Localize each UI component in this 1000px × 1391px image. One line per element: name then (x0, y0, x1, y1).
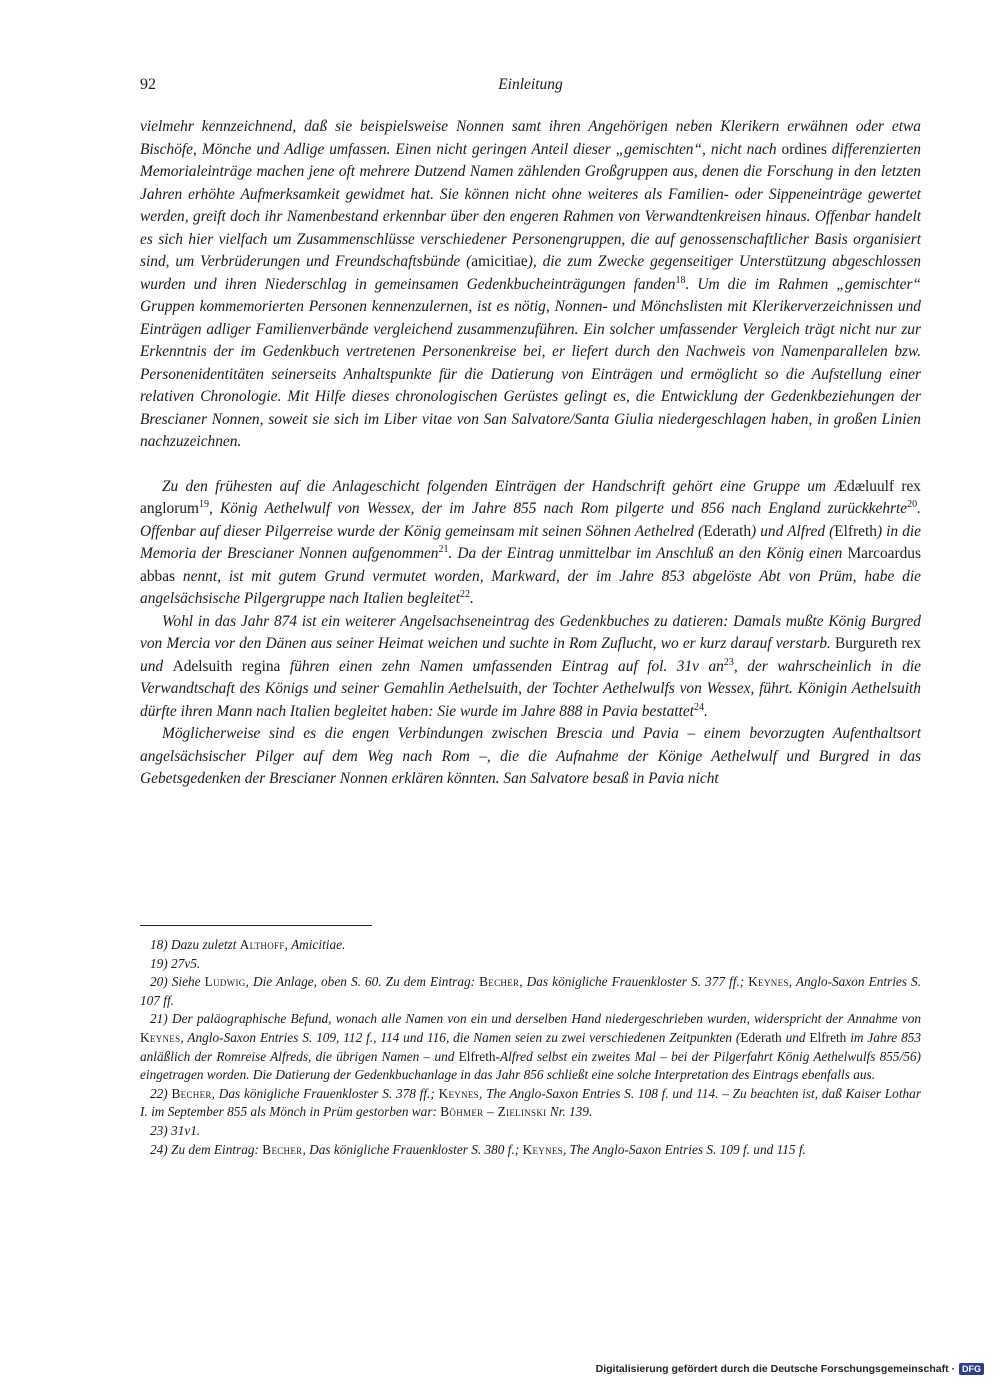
quoted-name: ordines (781, 140, 827, 158)
text-run: 18) Dazu zuletzt (150, 937, 240, 952)
text-run: , The Anglo-Saxon Entries S. 108 f. und 114. – Zu beachten ist, daß Kaiser Lothar I. im September 855 als Mönch in Prüm gestorben war: (140, 1085, 921, 1120)
text-run: -Alfred selbst ein zweites Mal – bei der Pilgerfahrt König Aethelwulfs 855/56) eingetragen worden. Die Datierung der Gedenkbuchanlage in das Jahr 856 schließt eine solche Interpretation des Eintrags ebenfalls aus. (140, 1048, 921, 1083)
footnote-reference: 22 (460, 589, 470, 600)
text-run: ) in die Memoria der Brescianer Nonnen aufgenommen (140, 522, 921, 562)
footnote-reference: 23 (723, 656, 734, 668)
paragraph (140, 611, 921, 724)
text-run: , Das königliche Frauenkloster S. 377 ff.; (519, 974, 749, 990)
footnote-reference: 19 (199, 499, 209, 510)
page-number: 92 (140, 76, 156, 93)
text-run: , The Anglo-Saxon Entries S. 109 f. und 115 f. (562, 1141, 806, 1157)
footnote (140, 955, 921, 974)
footnote-reference: 20 (907, 499, 918, 510)
text-run: , Das königliche Frauenkloster S. 380 f.; (302, 1141, 523, 1157)
main-text (140, 116, 921, 791)
text-run: 23) 31v1. (150, 1122, 201, 1138)
text-run: vielmehr kennzeichnend, daß sie beispielsweise Nonnen samt ihren Angehörigen neben Klerikern erwähnen oder etwa Bischöfe, Mönche und Adlige umfassen. Einen nicht geringen Anteil dieser „gemischten“, nicht nach (140, 118, 921, 158)
text-run: 22) (150, 1085, 172, 1101)
paragraph (140, 723, 921, 791)
footnote (140, 1122, 921, 1141)
text-run: , Amicitiae. (284, 937, 346, 952)
text-run: . Um die im Rahmen „gemischter“ Gruppen kommemorierten Personen kennenzulernen, ist es nötig, Nonnen- und Mönchslisten mit Klerikerverzeichnissen und Einträgen adliger Familienverbände vergleichend zusammenzuführen. Ein solcher umfassender Vergleich trägt nicht nur zur Erkenntnis der im Gedenkbuch vertretenen Personenkreise bei, er liefert durch den Nachweis von Namenparallelen bzw. Personenidentitäten seinerseits Anhaltspunkte für die Datierung von Einträgen und ermöglicht so die Aufstellung einer relativen Chronologie. Mit Hilfe dieses chronologischen Gerüstes gelingt es, die Entwicklung der Gedenkbeziehungen der Brescianer Nonnen, soweit sie sich im Liber vitae von San Salvatore/Santa Giulia niedergeschlagen haben, in großen Linien nachzuzeichnen. (140, 275, 921, 450)
author-name: Althoff (239, 937, 285, 952)
text-run: . (703, 702, 708, 720)
text-run: Zu den frühesten auf die Anlageschicht folgenden Einträgen der Handschrift gehört eine Gruppe um (162, 477, 834, 495)
author-name: Becher (262, 1141, 303, 1157)
quoted-name: Elfreth (834, 522, 877, 540)
footnote-reference: 21 (438, 544, 449, 555)
text-run: ), die zum Zwecke gegenseitiger Unterstützung abgeschlossen wurden und ihren Niederschlag in gemeinsamen Gedenkbucheinträgungen fanden (140, 253, 921, 293)
text-run: im Jahre 853 anläßlich der Romreise Alfreds, die übrigen Namen – und (140, 1029, 922, 1064)
quoted-name: Marcoardus abbas (140, 545, 921, 585)
author-name: Ludwig (204, 974, 246, 990)
author-name: Keynes (140, 1029, 181, 1045)
footnote (140, 973, 921, 1010)
text-run: , Die Anlage, oben S. 60. Zu dem Eintrag: (245, 974, 480, 990)
text-run: 20) Siehe (150, 974, 205, 990)
text-run: , König Aethelwulf von Wessex, der im Jahre 855 nach Rom pilgerte und 856 nach England zurückkehrte (209, 500, 908, 517)
footnote-reference: 18 (675, 274, 686, 286)
text-run: . (470, 590, 474, 607)
text-run: 21) Der paläographische Befund, wonach alle Namen von ein und derselben Hand niedergeschrieben wurden, widerspricht der Annahme von (150, 1011, 921, 1027)
quoted-name: Ederath (703, 522, 752, 540)
text-run: ) und Alfred ( (751, 522, 835, 540)
paragraph (140, 476, 921, 611)
text-run: . Da der Eintrag unmittelbar im Anschluß an den König einen (448, 545, 848, 562)
text-run: und (140, 657, 173, 675)
text-run: , der wahrscheinlich in die Verwandtschaft des Königs und seiner Gemahlin Aethelsuith, der Tochter Aethelwulfs von Wessex, führt. Königin Aethelsuith dürfte ihren Mann nach Italien begleitet haben: Sie wurde im Jahre 888 in Pavia bestattet (140, 657, 922, 720)
text-run: und (781, 1029, 810, 1045)
author-name: Becher (171, 1085, 212, 1101)
quoted-name: Ederath (740, 1029, 782, 1045)
footnote (140, 1141, 921, 1160)
author-name: Keynes (522, 1141, 563, 1157)
quoted-name: Elfreth (458, 1048, 496, 1064)
text-run: 19) 27v5. (150, 955, 201, 971)
funding-footer (596, 1363, 984, 1375)
footnote (140, 1010, 921, 1084)
running-title: Einleitung (498, 76, 563, 93)
footnotes (140, 936, 921, 1159)
author-name: Keynes (438, 1085, 479, 1101)
quoted-name: Ædæluulf rex anglorum (140, 477, 921, 517)
text-run: , Anglo-Saxon Entries S. 107 ff. (140, 974, 922, 1008)
footnote-reference: 24 (693, 701, 704, 713)
text-run: , Das königliche Frauenkloster S. 378 ff.; (211, 1085, 439, 1101)
text-run: nennt, ist mit gutem Grund vermutet worden, Markward, der im Jahre 853 abgelöste Abt von Prüm, habe die angelsächsische Pilgergruppe nach Italien begleitet (140, 567, 921, 607)
page-header (140, 76, 921, 100)
footnote (140, 1085, 921, 1122)
footnote (140, 936, 921, 955)
quoted-name: Burgureth rex (835, 635, 921, 652)
text-run: differenzierten Memorialeinträge machen jene oft mehrere Dutzend Namen zählenden Großgruppen aus, denen die Forschung in den letzten Jahren erhöhte Aufmerksamkeit gewidmet hat. Sie können nicht ohne weiteres als Familien- oder Sippeneinträge gewertet werden, greift doch ihr Namenbestand erkennbar über den engeren Rahmen von Verwandtenkreisen hinaus. Offenbar handelt es sich hier vielfach um Zusammenschlüsse verschiedener Personengruppen, die auf genossenschaftlicher Basis organisiert sind, um Verbrüderungen und Freundschaftsbünde ( (140, 140, 921, 270)
author-name: Keynes (748, 974, 789, 990)
quoted-name: Elfreth (809, 1029, 847, 1045)
text-run: führen einen zehn Namen umfassenden Eintrag auf fol. 31v an (280, 657, 724, 675)
author-name: Becher (479, 974, 520, 990)
text-run: , Anglo-Saxon Entries S. 109, 112 f., 114 und 116, die Namen seien zu zwei verschiedenen Zeitpunkten ( (180, 1029, 741, 1045)
text-run: . Offenbar auf dieser Pilgerreise wurde der König gemeinsam mit seinen Söhnen Aethelred ( (140, 500, 921, 540)
footnote-divider (140, 925, 372, 926)
funding-note: Digitalisierung gefördert durch die Deutsche Forschungsgemeinschaft · (595, 1363, 955, 1375)
quoted-name: amicitiae (471, 253, 528, 270)
text-run: Nr. 139. (546, 1104, 593, 1120)
text-run: Möglicherweise sind es die engen Verbindungen zwischen Brescia und Pavia – einem bevorzugten Aufenthaltsort angelsächsischer Pilger auf dem Weg nach Rom –, die die Aufnahme der Könige Aethelwulf und Burgred in das Gebetsgedenken der Brescianer Nonnen erklären könnten. San Salvatore besaß in Pavia nicht (140, 725, 921, 787)
text-run: Wohl in das Jahr 874 ist ein weiterer Angelsachseneintrag des Gedenkbuches zu datieren: Damals mußte König Burgred von Mercia vor den Dänen aus seiner Heimat weichen und suchte in Rom Zuflucht, wo er kurz darauf verstarb. (140, 612, 921, 652)
quoted-name: Adelsuith regina (172, 657, 281, 675)
dfg-logo: DFG (959, 1363, 984, 1375)
text-run: 24) Zu dem Eintrag: (150, 1141, 263, 1157)
author-name: Böhmer – Zielinski (440, 1104, 547, 1120)
paragraph (140, 116, 921, 454)
